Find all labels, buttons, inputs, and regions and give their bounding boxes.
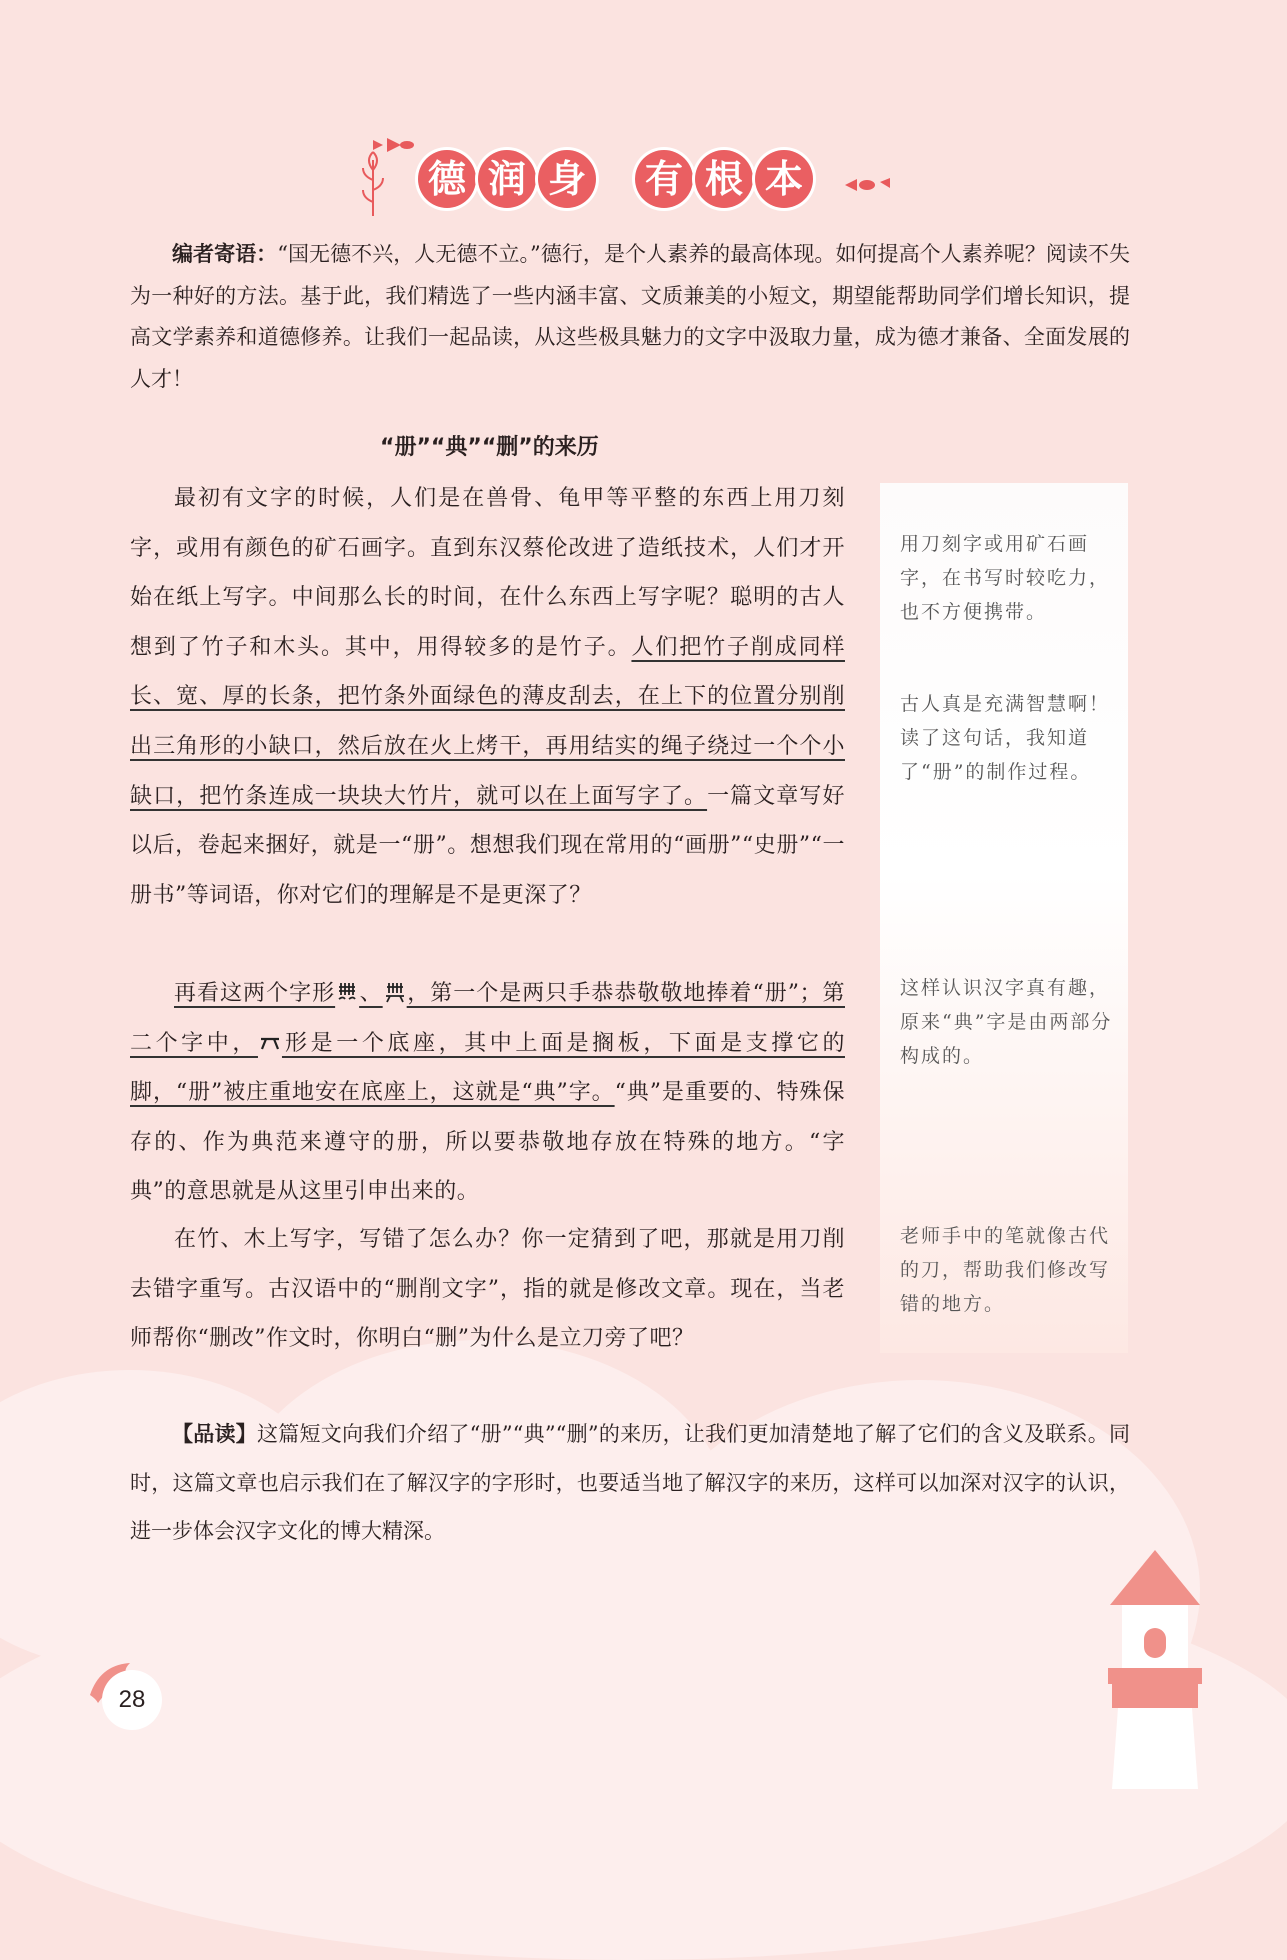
editor-note-text: “国无德不兴，人无德不立。”德行，是个人素养的最高体现。如何提高个人素养呢？阅读不失为一种好的方法。基于此，我们精选了一些内涵丰富、文质兼美的小短文，期望能帮助同学们增长知识，提高文学素养和道德修养。让我们一起品读，从这些极具魅力的文字中汲取力量，成为德才兼备、全面发展的人才！ — [130, 242, 1131, 391]
annotation-note: 这样认识汉字真有趣，原来“典”字是由两部分构成的。 — [900, 977, 1113, 1067]
comment-label: 【品读】 — [172, 1422, 258, 1446]
banner-char: 德 — [418, 150, 476, 208]
paragraph-text: 最初有文字的时候，人们是在兽骨、龟甲等平整的东西上用刀刻字，或用有颜色的矿石画字。直到东汉蔡伦改进了造纸技术，人们才开始在纸上写字。中间那么长的时间，在什么东西上写字呢？聪明的古人想到了竹子和木头。其中，用得较多的是竹子。 — [130, 486, 845, 660]
banner-char: 润 — [478, 150, 536, 208]
banner-char: 根 — [695, 150, 753, 208]
background-cloud — [0, 1560, 1287, 1960]
page-number: 28 — [102, 1670, 162, 1730]
article-paragraph-3 — [130, 1215, 845, 1364]
reading-comment — [130, 1410, 1130, 1556]
annotation-panel — [880, 483, 1128, 1353]
paragraph-text: 再看这两个字形 — [174, 981, 336, 1006]
paragraph-text: “典”是重要的、特殊保存的、作为典范来遵守的册，所以要恭敬地存放在特殊的地方。“字典”的意思就是从这里引申出来的。 — [130, 1080, 845, 1205]
annotation-note: 老师手中的笔就像古代的刀，帮助我们修改写错的地方。 — [900, 1225, 1111, 1315]
paragraph-text: 形是一个底座，其中上面是搁板，下面是支撑它的脚，“册”被庄重地安在底座上，这就是“典”字。 — [130, 1030, 845, 1106]
annotation-note: 古人真是充满智慧啊！读了这句话，我知道了“册”的制作过程。 — [900, 693, 1111, 783]
banner-char: 身 — [538, 150, 596, 208]
stand-glyph-icon — [258, 1031, 282, 1053]
banner-char: 有 — [635, 150, 693, 208]
paragraph-text: ，第一个是两只手恭恭敬敬地捧着“册”；第二个字中， — [130, 981, 845, 1056]
lighthouse-icon — [1100, 1550, 1210, 1789]
article-title: “册”“典”“删”的来历 — [380, 435, 599, 460]
editor-note-label: 编者寄语： — [172, 242, 278, 266]
paragraph-text: 一篇文章写好以后，卷起来捆好，就是一“册”。想想我们现在常用的“画册”“史册”“一册书”等词语，你对它们的理解是不是更深了？ — [130, 783, 845, 908]
ancient-dian-glyph-icon — [383, 981, 407, 1003]
underlined-text: 人们把竹子削成同样长、宽、厚的长条，把竹条外面绿色的薄皮刮去，在上下的位置分别削出三角形的小缺口，然后放在火上烤干，再用结实的绳子绕过一个个小缺口，把竹条连成一块块大竹片，就可以在上面写字了。 — [130, 634, 845, 809]
ancient-dian-glyph-icon — [335, 981, 359, 1003]
comment-text: 这篇短文向我们介绍了“册”“典”“删”的来历，让我们更加清楚地了解了它们的含义及联系。同时，这篇文章也启示我们在了解汉字的字形时，也要适当地了解汉字的来历，这样可以加深对汉字的认识，进一步体会汉字文化的博大精深。 — [130, 1422, 1130, 1543]
editor-note — [130, 234, 1130, 400]
underlined-text: 再看这两个字形 、 ，第一个是两只手恭恭敬敬地捧着“册”；第二个字中， 形是一个底座，其中上面是搁板，下面是支撑它的脚，“册”被庄重地安在底座上，这就是“典”字。 — [130, 981, 845, 1106]
article-paragraph-2 — [130, 969, 845, 1217]
page-banner — [410, 150, 830, 220]
article-paragraph-1 — [130, 474, 845, 920]
banner-char: 本 — [755, 150, 813, 208]
paragraph-text: 在竹、木上写字，写错了怎么办？你一定猜到了吧，那就是用刀削去错字重写。古汉语中的“删削文字”，指的就是修改文章。现在，当老师帮你“删改”作文时，你明白“删”为什么是立刀旁了吧？ — [130, 1227, 845, 1352]
annotation-note: 用刀刻字或用矿石画字，在书写时较吃力，也不方便携带。 — [900, 533, 1111, 623]
